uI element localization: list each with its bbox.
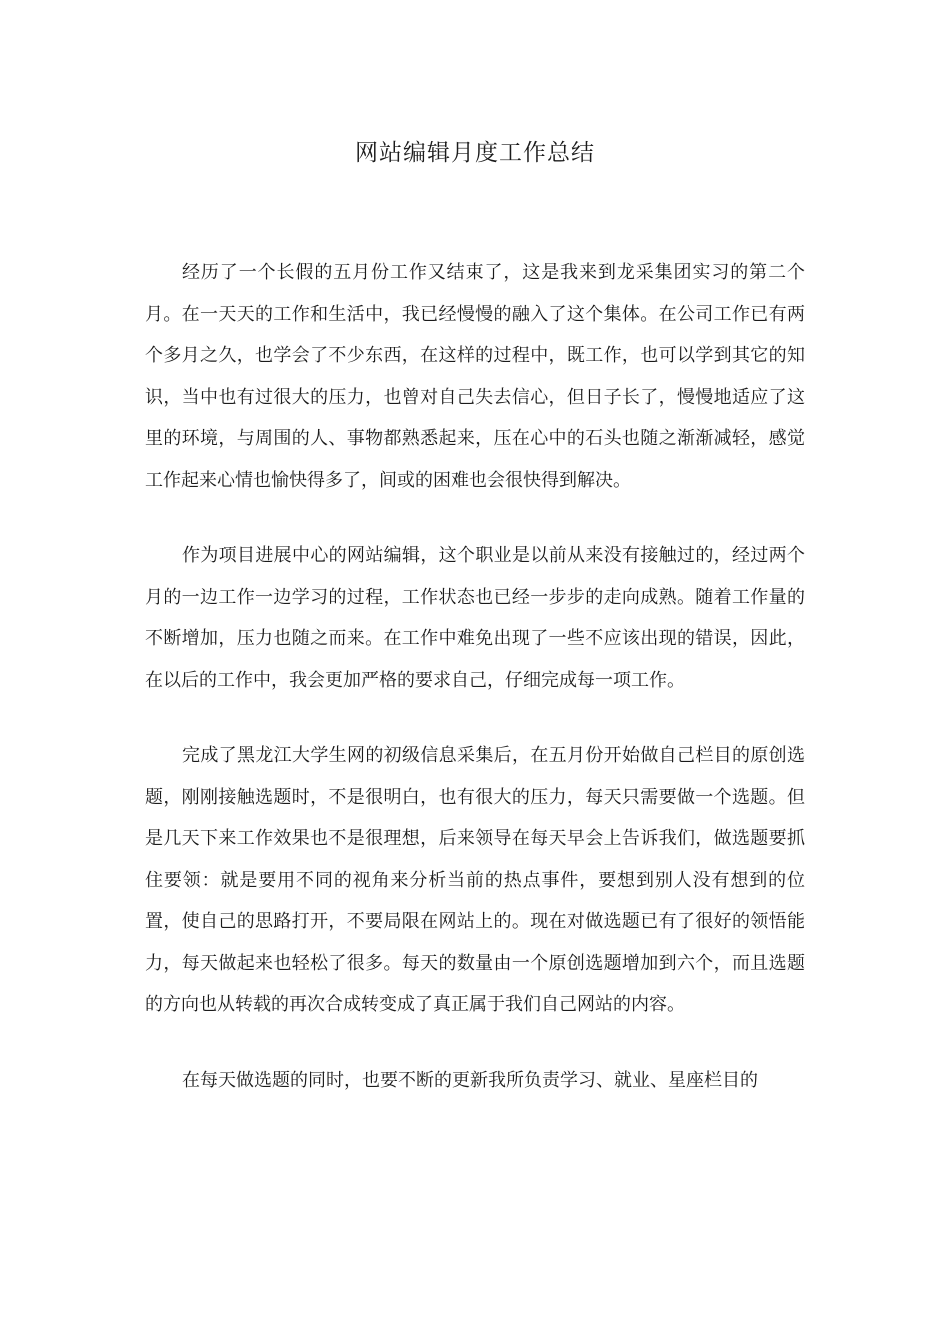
paragraph-2: 作为项目进展中心的网站编辑，这个职业是以前从来没有接触过的，经过两个月的一边工作一边学习的过程，工作状态也已经一步步的走向成熟。随着工作量的不断增加，压力也随之而来。在工作中难免出现了一些不应该出现的错误，因此，在以后的工作中，我会更加严格的要求自己，仔细完成每一项工作。 bbox=[145, 545, 805, 691]
paragraph-1: 经历了一个长假的五月份工作又结束了，这是我来到龙采集团实习的第二个月。在一天天的工作和生活中，我已经慢慢的融入了这个集体。在公司工作已有两个多月之久，也学会了不少东西，在这样的过程中，既工作，也可以学到其它的知识，当中也有过很大的压力，也曾对自己失去信心，但日子长了，慢慢地适应了这里的环境，与周围的人、事物都熟悉起来，压在心中的石头也随之渐渐减轻，感觉工作起来心情也愉快得多了，间或的困难也会很快得到解决。 bbox=[145, 262, 805, 491]
paragraph-4: 在每天做选题的同时，也要不断的更新我所负责学习、就业、星座栏目的 bbox=[182, 1069, 758, 1091]
document-body bbox=[145, 252, 805, 1135]
paragraph-3: 完成了黑龙江大学生网的初级信息采集后，在五月份开始做自己栏目的原创选题，刚刚接触选题时，不是很明白，也有很大的压力，每天只需要做一个选题。但是几天下来工作效果也不是很理想，后来领导在每天早会上告诉我们，做选题要抓住要领：就是要用不同的视角来分析当前的热点事件，要想到别人没有想到的位置，使自己的思路打开，不要局限在网站上的。现在对做选题已有了很好的领悟能力，每天做起来也轻松了很多。每天的数量由一个原创选题增加到六个，而且选题的方向也从转载的再次合成转变成了真正属于我们自己网站的内容。 bbox=[145, 745, 805, 1015]
document-title: 网站编辑月度工作总结 bbox=[355, 140, 595, 166]
